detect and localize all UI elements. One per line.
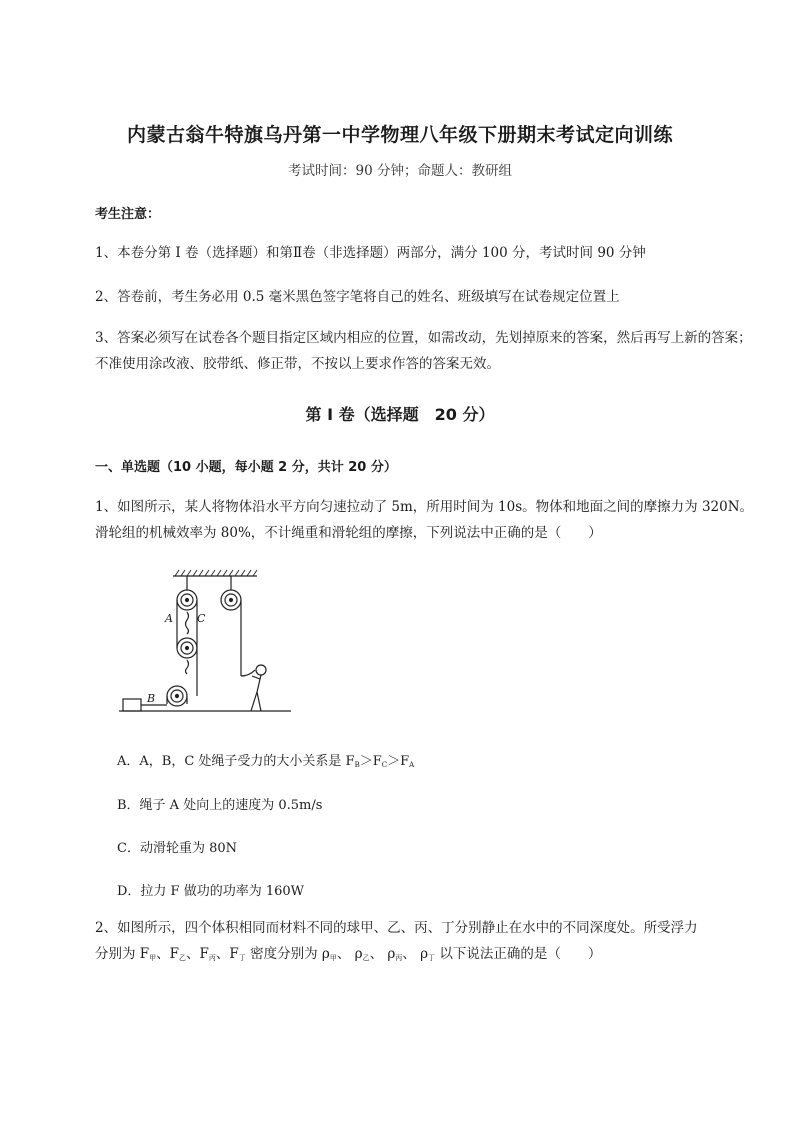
question-1-stem: 1、如图所示，某人将物体沿水平方向匀速拉动了 5m，所用时间为 10s。物体和地面之间的摩擦力为 320N。滑轮组的机械效率为 80%，不计绳重和滑轮组的摩擦，下列说法中正确的是（ ） (95, 499, 754, 541)
question-2-line-2: 分别为 $F_甲$、$F_乙$、$F_丙$、$F_丁$ 密度分别为 $\rho_甲$、 $\rho_乙$、 $\rho_丙$、 $\rho_丁$ 以下说法正确的是（ ） (95, 946, 602, 962)
label-b: B (147, 692, 156, 705)
option-d[interactable]: D．拉力 F 做功的功率为 160W (117, 884, 305, 899)
label-a: A (165, 612, 173, 625)
question-2-line-1: 2、如图所示，四个体积相同而材料不同的球甲、乙、丙、丁分别静止在水中的不同深度处。所受浮力 (95, 920, 698, 936)
label-c: C (197, 612, 206, 625)
notice-item-3: 3、答案必须写在试卷各个题目指定区域内相应的位置，如需改动，先划掉原来的答案，然后再写上新的答案；不准使用涂改液、胶带纸、修正带，不按以上要求作答的答案无效。 (95, 330, 752, 372)
exam-info: 考试时间：90 分钟；命题人：教研组 (288, 163, 512, 179)
option-b[interactable]: B．绳子 A 处向上的速度为 0.5m/s (117, 798, 323, 813)
option-a[interactable]: A．A，B，C 处绳子受力的大小关系是 $F_B>F_C>F_A$ (117, 754, 415, 769)
notice-heading: 考生注意： (95, 207, 161, 222)
notice-item-2: 2、答卷前，考生务必用 0.5 毫米黑色签字笔将自己的姓名、班级填写在试卷规定位置上 (95, 289, 620, 305)
part-heading: 一、单选题（10 小题，每小题 2 分，共计 20 分） (95, 460, 397, 475)
option-c[interactable]: C．动滑轮重为 80N (117, 841, 237, 856)
notice-item-1: 1、本卷分第 I 卷（选择题）和第Ⅱ卷（非选择题）两部分，满分 100 分，考试时间 90 分钟 (95, 245, 646, 261)
page-title: 内蒙古翁牛特旗乌丹第一中学物理八年级下册期末考试定向训练 (126, 124, 673, 146)
section-title: 第 I 卷（选择题 20 分） (305, 405, 495, 424)
pulley-figure (115, 566, 295, 724)
